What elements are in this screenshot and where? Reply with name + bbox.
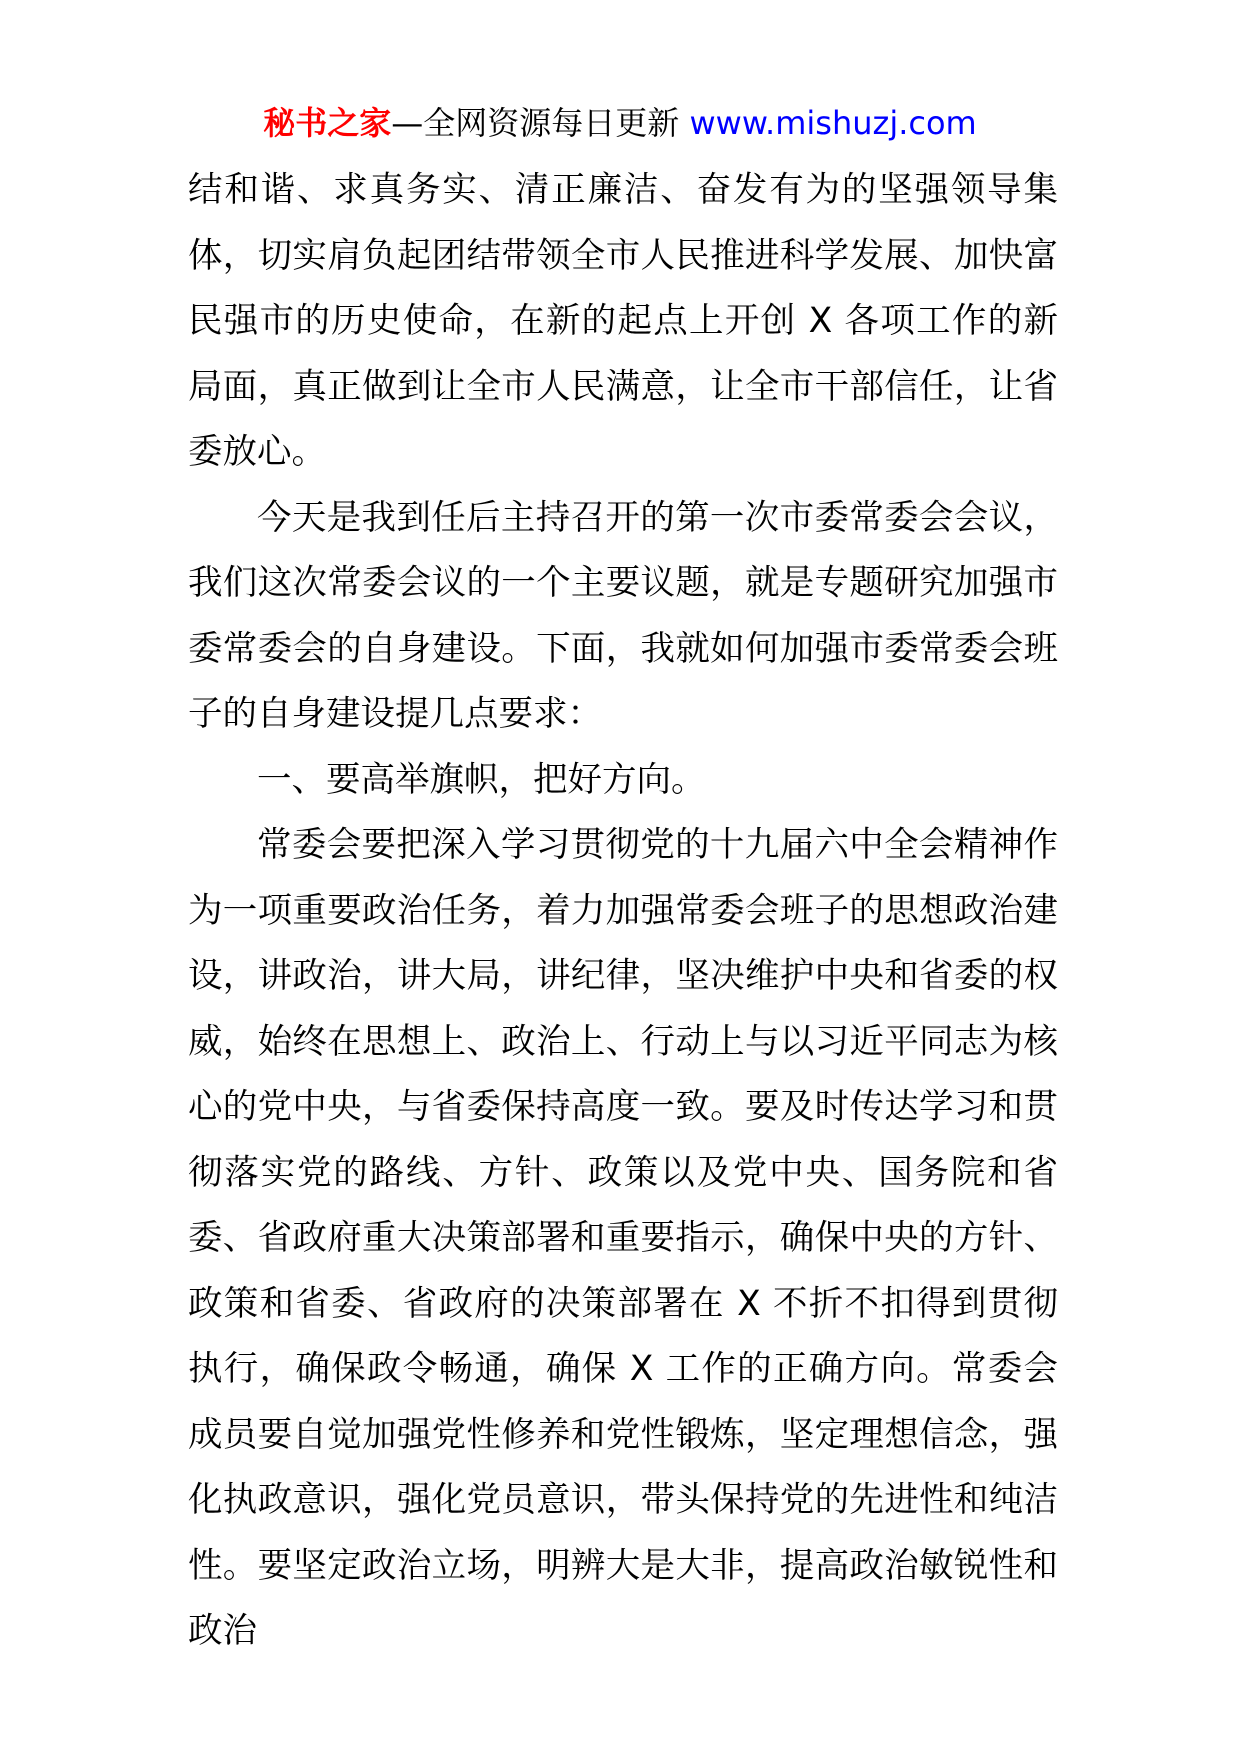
paragraph-intro: 今天是我到任后主持召开的第一次市委常委会会议，我们这次常委会议的一个主要议题，就是专题研究加强市委常委会的自身建设。下面，我就如何加强市委常委会班子的自身建设提几点要求： (188, 497, 1058, 734)
section-heading: 一、要高举旗帜，把好方向。 (257, 759, 706, 800)
page-header (0, 100, 1240, 146)
brand-name: 秘书之家 (263, 104, 392, 142)
site-url-link[interactable]: www.mishuzj.com (689, 104, 977, 142)
document-body (188, 158, 1058, 1665)
paragraph-continued: 结和谐、求真务实、清正廉洁、奋发有为的坚强领导集体，切实肩负起团结带领全市人民推进科学发展、加快富民强市的历史使命，在新的起点上开创 X 各项工作的新局面，真正做到让全市人民满意，让全市干部信任，让省委放心。 (188, 170, 1058, 472)
header-tagline: —全网资源每日更新 (391, 104, 680, 142)
paragraph-section-one: 常委会要把深入学习贯彻党的十九届六中全会精神作为一项重要政治任务，着力加强常委会班子的思想政治建设，讲政治，讲大局，讲纪律，坚决维护中央和省委的权威，始终在思想上、政治上、行动上与以习近平同志为核心的党中央，与省委保持高度一致。要及时传达学习和贯彻落实党的路线、方针、政策以及党中央、国务院和省委、省政府重大决策部署和重要指示，确保中央的方针、政策和省委、省政府的决策部署在 X 不折不扣得到贯彻执行，确保政令畅通，确保 X 工作的正确方向。常委会成员要自觉加强党性修养和党性锻炼，坚定理想信念，强化执政意识，强化党员意识，带头保持党的先进性和纯洁性。要坚定政治立场，明辨大是大非，提高政治敏锐性和政治 (188, 825, 1058, 1651)
